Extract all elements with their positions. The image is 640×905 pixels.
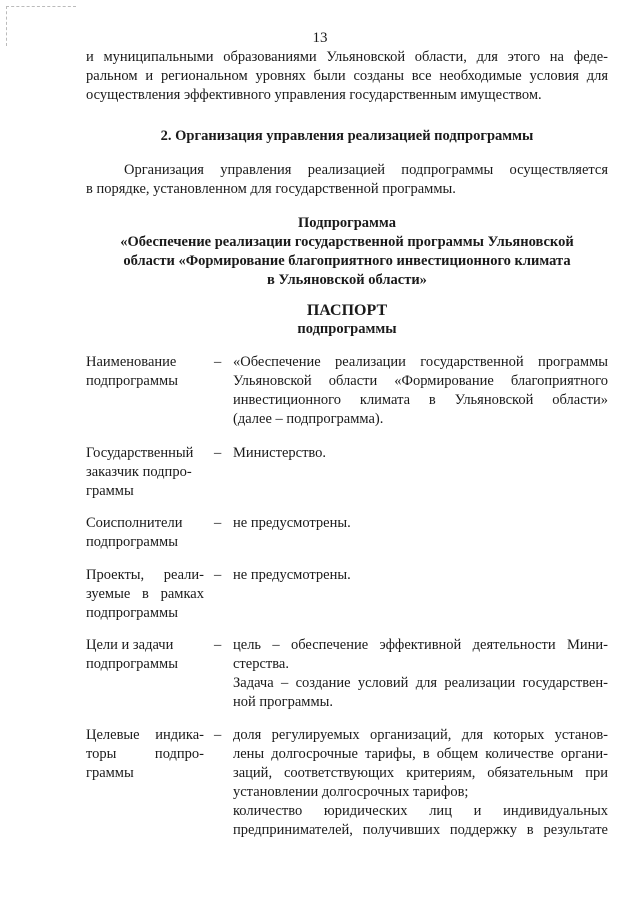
- scan-corner-mark: [6, 6, 76, 8]
- value-line: установлении долгосрочных тарифов;: [233, 784, 469, 800]
- text-line: Организация управления реализацией подпрограммы осуществляется: [124, 162, 608, 178]
- label-line: Целевые индика-: [86, 727, 204, 743]
- subprogram-heading-line: в Ульяновской области»: [267, 272, 427, 288]
- row-value: [233, 444, 608, 463]
- label-line: Государственный: [86, 445, 194, 461]
- row-label: [86, 726, 204, 783]
- text-line: и муниципальными образованиями Ульяновской области, для этого на феде-: [86, 49, 608, 65]
- label-line: подпрограммы: [86, 534, 178, 550]
- value-line: не предусмотрены.: [233, 567, 351, 583]
- subprogram-heading-line: «Обеспечение реализации государственной программы Ульяновской: [120, 234, 574, 250]
- label-line: Цели и задачи: [86, 637, 174, 653]
- passport-subtitle: подпрограммы: [297, 321, 397, 337]
- value-line: количество юридических лиц и индивидуальных: [233, 803, 608, 819]
- value-line: Министерство.: [233, 445, 327, 461]
- value-line: «Обеспечение реализации государственной программы: [233, 354, 608, 370]
- value-line: стерства.: [233, 656, 289, 672]
- row-label: [86, 444, 204, 501]
- value-line: инвестиционного климата в Ульяновской области»: [233, 392, 608, 408]
- row-dash: –: [214, 354, 222, 370]
- row-label: [86, 566, 204, 623]
- intro-paragraph: [86, 48, 608, 105]
- row-value: [233, 353, 608, 429]
- label-line: зуемые в рамках: [86, 586, 204, 602]
- text-line: в порядке, установленном для государственной программы.: [86, 181, 456, 197]
- section-heading: 2. Организация управления реализацией подпрограммы: [160, 128, 534, 144]
- section-paragraph: [86, 161, 608, 199]
- row-dash: –: [214, 515, 222, 531]
- value-line: цель – обеспечение эффективной деятельности Мини-: [233, 637, 608, 653]
- row-dash: –: [214, 637, 222, 653]
- row-value: [233, 726, 608, 840]
- label-line: заказчик подпро-: [86, 464, 192, 480]
- row-dash: –: [214, 567, 222, 583]
- row-value: [233, 636, 608, 712]
- value-line: ной программы.: [233, 694, 334, 710]
- label-line: Соисполнители: [86, 515, 183, 531]
- value-line: (далее – подпрограмма).: [233, 411, 384, 427]
- value-line: Задача – создание условий для реализации государствен-: [233, 675, 608, 691]
- value-line: доля регулируемых организаций, для которых установ-: [233, 727, 608, 743]
- passport-title: ПАСПОРТ: [306, 302, 388, 319]
- row-value: [233, 566, 608, 585]
- value-line: заций, соответствующих критериям, обязательным при: [233, 765, 608, 781]
- page-number: 13: [312, 30, 328, 46]
- subprogram-heading-line: Подпрограмма: [298, 215, 396, 231]
- value-line: лены долгосрочные тарифы, в общем количестве органи-: [233, 746, 608, 762]
- label-line: граммы: [86, 483, 134, 499]
- label-line: подпрограммы: [86, 656, 178, 672]
- label-line: Проекты, реали-: [86, 567, 204, 583]
- label-line: подпрограммы: [86, 605, 178, 621]
- value-line: не предусмотрены.: [233, 515, 351, 531]
- label-line: Наименование: [86, 354, 177, 370]
- row-label: [86, 353, 204, 391]
- row-label: [86, 636, 204, 674]
- text-line: ральном и региональном уровнях были созданы все необходимые условия для: [86, 68, 608, 84]
- value-line: предпринимателей, получивших поддержку в результате: [233, 822, 608, 838]
- subprogram-heading-line: области «Формирование благоприятного инвестиционного климата: [123, 253, 571, 269]
- row-dash: –: [214, 727, 222, 743]
- row-label: [86, 514, 204, 552]
- text-line: осуществления эффективного управления государственным имуществом.: [86, 87, 542, 103]
- subprogram-heading: [86, 214, 608, 290]
- row-value: [233, 514, 608, 533]
- row-dash: –: [214, 445, 222, 461]
- label-line: граммы: [86, 765, 134, 781]
- label-line: торы подпро-: [86, 746, 204, 762]
- label-line: подпрограммы: [86, 373, 178, 389]
- value-line: Ульяновской области «Формирование благоприятного: [233, 373, 608, 389]
